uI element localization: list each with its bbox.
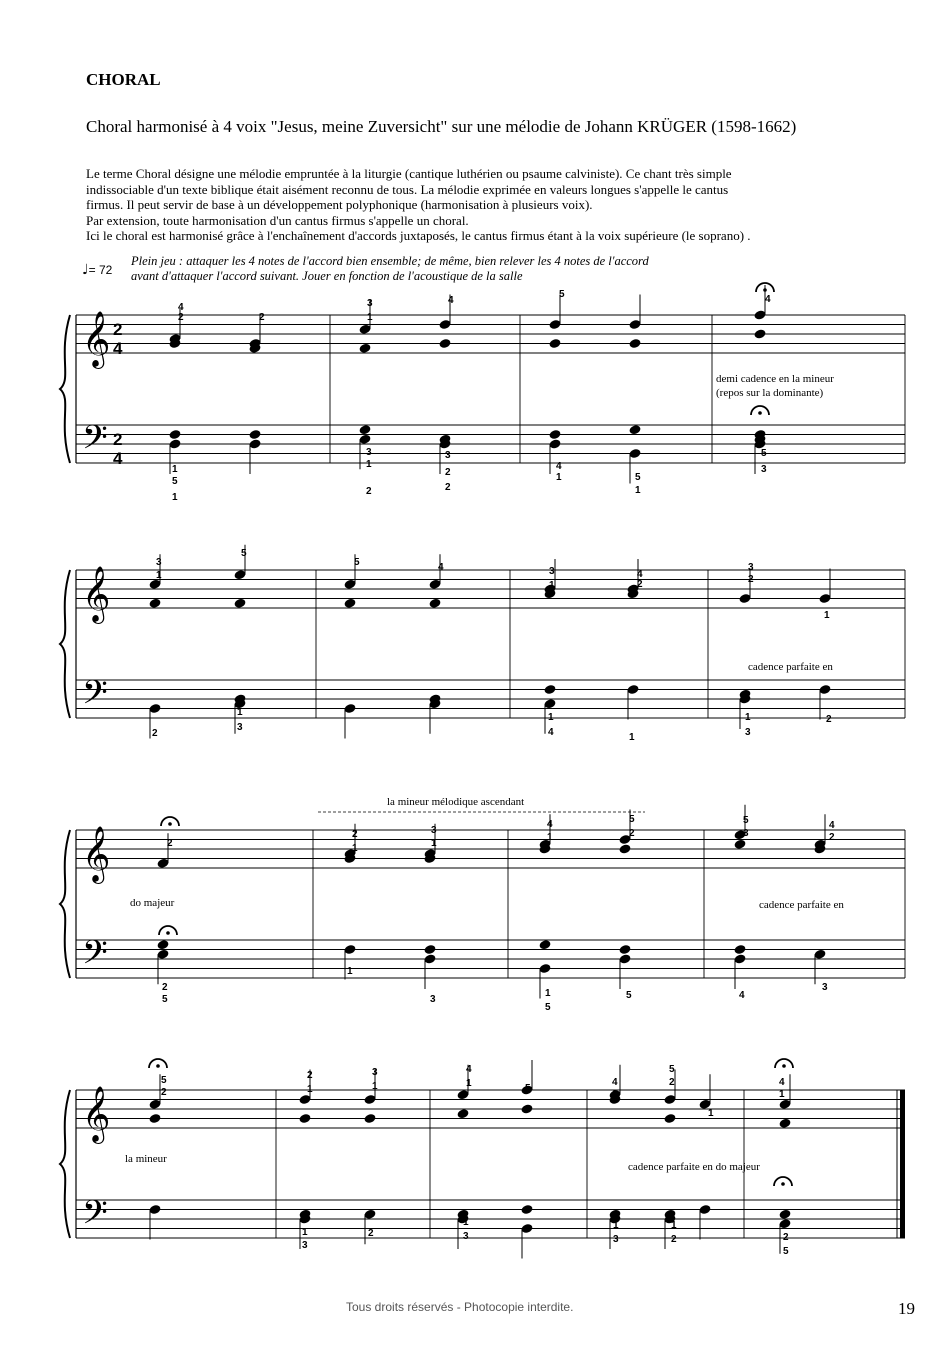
fingering-number: 1 [629,732,635,743]
fermata-dot [782,1064,786,1068]
annotation-cadence: cadence parfaite en [759,899,844,911]
intro-line: Le terme Choral désigne une mélodie empruntée à la liturgie (cantique luthérien ou psaume calviniste). Ce chant très simple [86,166,732,181]
fingering-number: 2 [629,828,635,839]
fingering-number: 1 [545,988,551,999]
fingering-number: 1 [302,1227,308,1238]
bass-clef-icon: 𝄢 [82,674,108,720]
fingering-number: 3 [822,982,828,993]
fingering-number: 2 [671,1234,677,1245]
brace-icon [60,1090,70,1238]
fingering-number: 1 [431,838,437,849]
treble-clef-icon: 𝄞 [82,566,111,622]
note-head [148,598,161,609]
note-head [248,429,261,440]
note-head [520,1204,533,1215]
fingering-number: 1 [352,843,358,854]
performance-line: Plein jeu : attaquer les 4 notes de l'accord bien ensemble; de même, bien relever les 4 notes de l'accord [131,254,649,268]
fingering-number: 2 [748,574,754,585]
note-head [753,328,766,339]
fingering-number: 5 [559,289,565,300]
annotation-final-cadence: cadence parfaite en do majeur [628,1161,760,1173]
note-head [520,1103,533,1114]
fingering-number: 5 [241,548,247,559]
fingering-number: 5 [635,472,641,483]
note-head [548,338,561,349]
fingering-number: 3 [463,1231,469,1242]
fingering-number: 4 [548,727,554,738]
fingering-number: 1 [172,464,178,475]
fingering-number: 4 [556,461,562,472]
note-head [156,939,169,950]
note-head [456,1108,469,1119]
fingering-number: 1 [556,472,562,483]
annotation-key: do majeur [130,897,175,909]
note-head [778,1209,791,1220]
fingering-number: 2 [826,714,832,725]
fingering-number: 5 [783,1246,789,1257]
final-barline-thick [900,1090,905,1238]
note-head [778,1118,791,1129]
fingering-number: 3 [445,450,451,461]
fingering-number: 3 [302,1240,308,1251]
note-head [358,424,371,435]
time-signature-bottom: 4 [113,449,123,468]
fingering-number: 1 [824,610,830,621]
fingering-number: 1 [549,580,555,591]
fingering-number: 4 [178,302,184,313]
time-signature-top: 2 [113,430,123,449]
fermata-dot [156,1064,160,1068]
treble-clef-icon: 𝄞 [82,826,111,882]
page-number: 19 [898,1299,915,1318]
footer-copyright: Tous droits réservés - Photocopie interdite. [346,1300,574,1314]
fingering-number: 2 [178,312,184,323]
fingering-number: 2 [352,829,358,840]
fingering-number: 5 [525,1083,531,1094]
fingering-number: 3 [372,1067,378,1078]
quarter-note-icon: ♩ [82,262,89,278]
brace-icon [60,830,70,978]
fingering-number: 4 [438,562,444,573]
intro-line: Ici le choral est harmonisé grâce à l'enchaînement d'accords juxtaposés, le cantus firmus étant à la voix supérieure (le soprano) . [86,228,751,243]
fingering-number: 1 [708,1108,714,1119]
fingering-number: 1 [635,485,641,496]
bass-clef-icon: 𝄢 [82,1194,108,1240]
intro-line: firmus. Il peut servir de base à un développement polyphonique (harmonisation à plusieurs voix). [86,197,593,212]
fingering-number: 1 [613,1220,619,1231]
fingering-number: 5 [626,990,632,1001]
fingering-number: 5 [161,1075,167,1086]
notes [148,283,831,1259]
fingering-number: 5 [629,814,635,825]
fingering-number: 4 [779,1077,785,1088]
fingering-number: 4 [765,294,771,305]
fingering-number: 3 [367,298,373,309]
brace-icon [60,570,70,718]
note-head [148,1113,161,1124]
brace-icon [60,315,70,463]
note-head [618,843,631,854]
note-head [543,684,556,695]
fingering-number: 1 [779,1089,785,1100]
note-head [548,429,561,440]
intro-line: Par extension, toute harmonisation d'un cantus firmus s'appelle un choral. [86,212,469,228]
fermata-dot [781,1182,785,1186]
fingering-number: 3 [745,727,751,738]
note-head [628,424,641,435]
tempo-value: = 72 [88,263,113,277]
fingering-number: 2 [368,1228,374,1239]
note-head [298,1113,311,1124]
fingering-number: 3 [761,464,767,475]
fingering-number: 5 [545,1002,551,1013]
fingering-number: 3 [613,1234,619,1245]
fingering-number: 1 [547,832,553,843]
fingering-number: 4 [466,1064,472,1075]
fingering-number: 1 [347,966,353,977]
performance-line: avant d'attaquer l'accord suivant. Jouer en fonction de l'acoustique de la salle [131,269,523,283]
note-head [733,944,746,955]
fingering-number: 2 [669,1077,675,1088]
fingering-number: 1 [548,712,554,723]
fermata-dot [763,288,767,292]
fingering-number: 1 [745,712,751,723]
fingering-number: 2 [829,832,835,843]
note-head [663,1113,676,1124]
fingering-number: 2 [259,312,265,323]
fingering-number: 2 [161,1087,167,1098]
fingering-number: 1 [463,1217,469,1228]
fingering-number: 4 [448,295,454,306]
fingering-number: 1 [237,707,243,718]
fingering-number: 1 [307,1084,313,1095]
fingering-number: 1 [366,459,372,470]
fingering-number: 4 [612,1077,618,1088]
fingering-number: 3 [743,828,749,839]
bass-clef-icon: 𝄢 [82,934,108,980]
fermata-dot [166,931,170,935]
note-head [423,944,436,955]
fingering-number: 3 [549,566,555,577]
fingering-number: 4 [547,819,553,830]
annotation-key: la mineur [125,1153,167,1165]
fingering-number: 2 [307,1070,313,1081]
time-signature-bottom: 4 [113,339,123,358]
treble-clef-icon: 𝄞 [82,1086,111,1142]
note-head [428,598,441,609]
annotation-melodic-minor: la mineur mélodique ascendant [387,796,525,808]
fingering-number: 4 [829,820,835,831]
fingering-number: 1 [466,1078,472,1089]
note-head [233,598,246,609]
time-signature-top: 2 [113,320,123,339]
note-head [438,338,451,349]
fingering-number: 2 [167,838,173,849]
fingering-number: 4 [637,569,643,580]
fingering-number: 1 [612,1089,618,1100]
note-head [618,944,631,955]
note-head [628,338,641,349]
fingering-number: 1 [372,1081,378,1092]
fingering-number: 3 [748,562,754,573]
annotation-cadence: cadence parfaite en [748,661,833,673]
fermata-dot [168,822,172,826]
fingering-number: 2 [637,579,643,590]
fingering-number: 5 [302,1215,308,1226]
fingering-number: 1 [172,492,178,503]
fingering-number: 2 [445,482,451,493]
note-head [538,939,551,950]
fingering-number: 1 [156,570,162,581]
note-head [358,343,371,354]
fingering-number: 5 [354,557,360,568]
annotation-demi-cadence: demi cadence en la mineur [716,373,834,385]
annotation-dominant-rest: (repos sur la dominante) [716,387,824,399]
fermata-dot [758,411,762,415]
fingering-number: 3 [430,994,436,1005]
fingering-number: 1 [671,1220,677,1231]
fingering-number: 3 [366,447,372,458]
page-heading: CHORAL [86,70,161,89]
fingering-number: 2 [783,1232,789,1243]
intro-line: indissociable d'un texte biblique était aisément reconnu de tous. La mélodie exprimée en valeurs longues s'appelle le cantus [86,181,729,197]
fingering-number: 3 [237,722,243,733]
choral-subtitle: Choral harmonisé à 4 voix "Jesus, meine Zuversicht" sur une mélodie de Johann KRÜGER (1598-1662) [86,117,797,136]
note-head [343,598,356,609]
fingering-number: 3 [156,557,162,568]
staff-lines [60,311,905,1240]
fingering-number: 2 [366,486,372,497]
note-head [168,429,181,440]
fingering-number: 5 [162,994,168,1005]
fingering-number: 5 [172,476,178,487]
treble-clef-icon: 𝄞 [82,311,111,367]
fingering-number: 2 [162,982,168,993]
fingering-number: 2 [445,467,451,478]
fingering-number: 1 [367,312,373,323]
note-head [363,1113,376,1124]
fingering-number: 4 [739,990,745,1001]
fingering-number: 2 [152,728,158,739]
fingering-number: 3 [431,825,437,836]
bass-clef-icon: 𝄢 [82,419,108,465]
note-head [733,839,746,850]
fingering-number: 5 [743,815,749,826]
fingering-number: 5 [669,1064,675,1075]
fingering-number: 5 [761,448,767,459]
